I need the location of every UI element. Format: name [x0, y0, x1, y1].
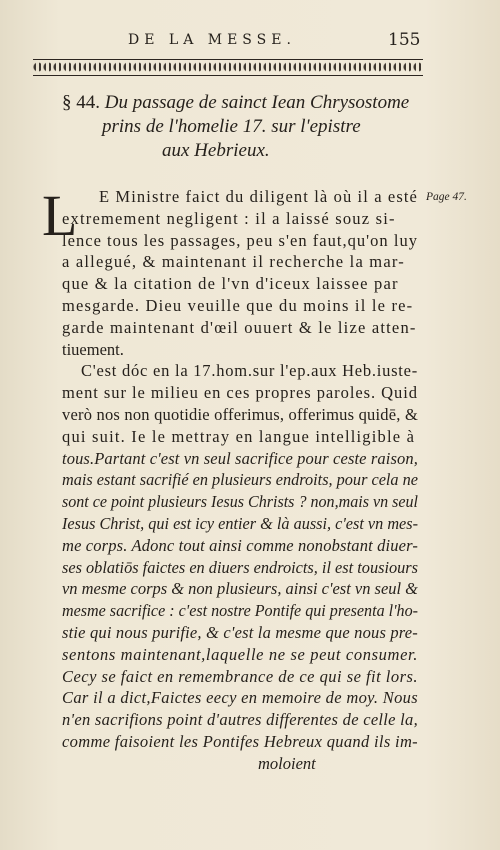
text-line: me corps. Adonc tout ainsi comme nonobstant diuer- — [62, 535, 418, 555]
text-line: sont ce point plusieurs Iesus Christs ? non,mais vn seul — [62, 492, 418, 512]
section-number: § 44. — [62, 92, 100, 113]
text-line: vn mesme corps & non plusieurs, ainsi c'est vn seul & — [62, 579, 418, 599]
text-line: moloient — [258, 753, 316, 773]
text-line: verò nos non quotidie offerimus, offerimus quidē, & — [62, 405, 418, 424]
text-line: Cecy se faict en remembrance de ce qui se fit lors. — [62, 666, 418, 686]
running-head: DE LA MESSE. — [128, 32, 296, 48]
margin-note: Page 47. — [426, 191, 467, 203]
text-line: a allegué, & maintenant il recherche la mar- — [62, 252, 405, 272]
text-line: ment sur le milieu en ces propres paroles. Quid — [62, 383, 418, 403]
text-line: lence tous les passages, peu s'en faut,qu'on luy — [62, 230, 418, 250]
text-line: extremement negligent : il a laissé souz si- — [62, 208, 396, 228]
text-line: garde maintenant d'œil ouuert & le lize atten- — [62, 317, 417, 337]
drop-cap: L — [42, 183, 78, 248]
page-number: 155 — [388, 30, 421, 50]
text-line: qui suit. Ie le mettray en langue intelligible à — [62, 426, 416, 446]
heading-line-1: Du passage de sainct Iean Chrysostome — [104, 92, 410, 113]
text-line: ses oblatiōs faictes en diuers endroicts, il est tousiours — [62, 557, 418, 577]
text-line: comme faisoient les Pontifes Hebreux quand ils im- — [62, 732, 418, 751]
section-heading — [62, 91, 432, 163]
text-line: stie qui nous purifie, & c'est la mesme que nous pre- — [62, 623, 418, 642]
heading-line-3: aux Hebrieux. — [162, 140, 270, 161]
ornament-rule-bottom — [33, 75, 423, 76]
text-line: tous.Partant c'est vn seul sacrifice pour ceste raison, — [62, 448, 418, 468]
text-line: E Ministre faict du diligent là où il a esté — [99, 187, 418, 206]
text-line: tiuement. — [62, 339, 124, 359]
text-line: n'en sacrifions point d'autres differentes de celle la, — [62, 710, 418, 730]
text-line: Car il a dict,Faictes eecy en memoire de moy. Nous — [62, 688, 418, 708]
ornament-band — [33, 60, 423, 74]
text-line: C'est dóc en la 17.hom.sur l'ep.aux Heb.iuste- — [81, 361, 418, 381]
text-line: mais estant sacrifié en plusieurs endroits, pour cela ne — [62, 470, 418, 490]
text-line: mesme sacrifice : c'est nostre Pontife qui presenta l'ho- — [62, 601, 418, 621]
text-line: que & la citation de l'vn d'iceux laissee par — [62, 274, 399, 294]
text-line: mesgarde. Dieu veuille que du moins il le re- — [62, 296, 414, 315]
text-line: sentons maintenant,laquelle ne se peut consumer. — [62, 644, 418, 664]
heading-line-2: prins de l'homelie 17. sur l'epistre — [102, 116, 361, 137]
text-line: Iesus Christ, qui est icy entier & là aussi, c'est vn mes- — [62, 514, 418, 533]
